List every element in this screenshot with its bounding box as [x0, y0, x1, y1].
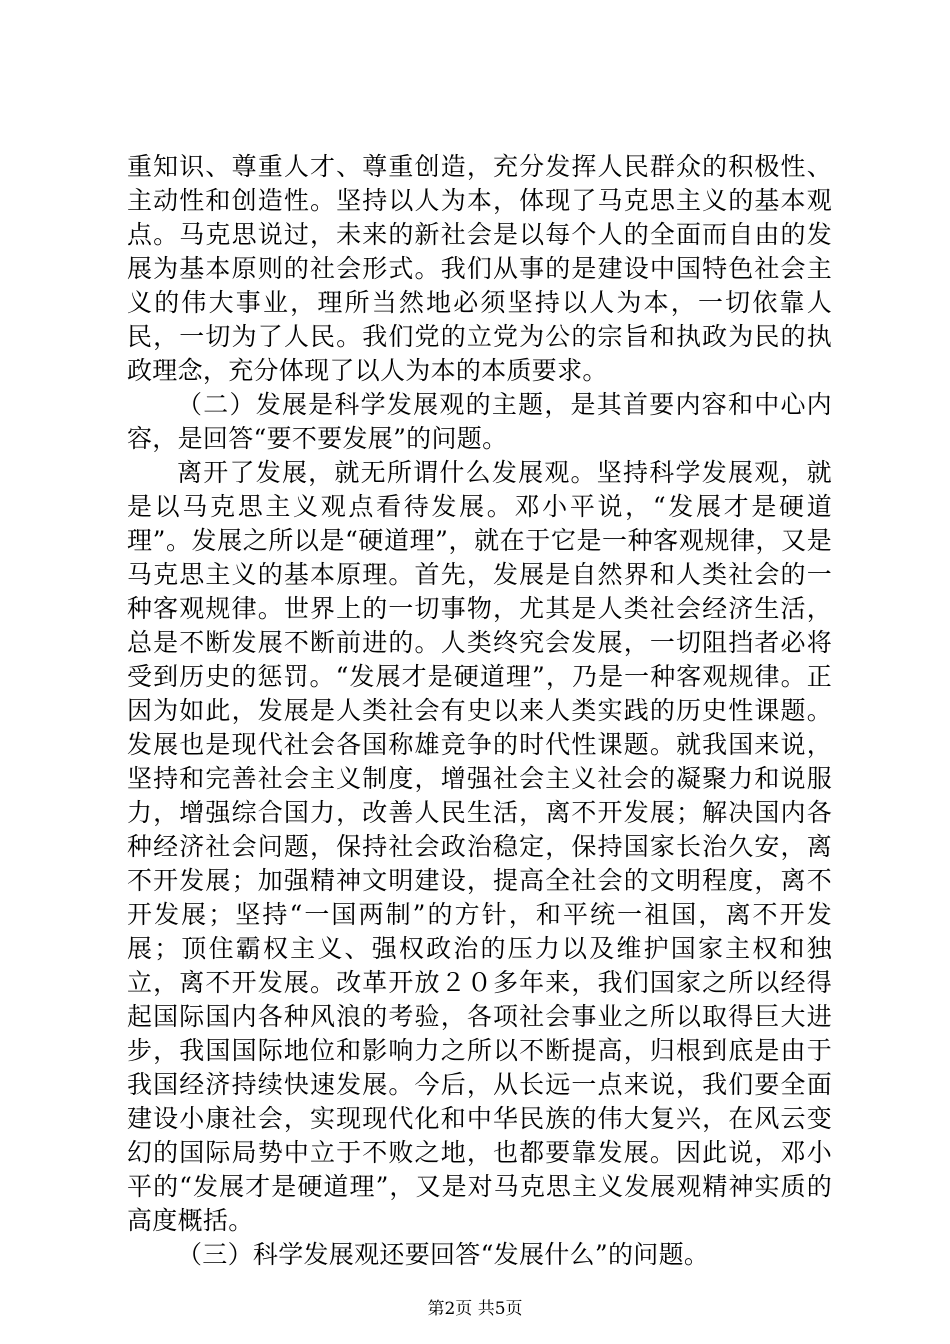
- section-heading-three: （三）科学发展观还要回答“发展什么”的问题。: [177, 1240, 710, 1269]
- section-heading-two: （二）发展是科学发展观的主题，是其首要内容和中心内容，是回答“要不要发展”的问题。: [127, 390, 832, 453]
- paragraph-development: 离开了发展，就无所谓什么发展观。坚持科学发展观，就是以马克思主义观点看待发展。邓小平说，“发展才是硬道理”。发展之所以是“硬道理”，就在于它是一种客观规律，又是马克思主义的基本原理。首先，发展是自然界和人类社会的一种客观规律。世界上的一切事物，尤其是人类社会经济生活，总是不断发展不断前进的。人类终究会发展，一切阻挡者必将受到历史的惩罚。“发展才是硬道理”，乃是一种客观规律。正因为如此，发展是人类社会有史以来人类实践的历史性课题。发展也是现代社会各国称雄竞争的时代性课题。就我国来说，坚持和完善社会主义制度，增强社会主义社会的凝聚力和说服力，增强综合国力，改善人民生活，离不开发展；解决国内各种经济社会问题，保持社会政治稳定，保持国家长治久安，离不开发展；加强精神文明建设，提高全社会的文明程度，离不开发展；坚持“一国两制”的方针，和平统一祖国，离不开发展；顶住霸权主义、强权政治的压力以及维护国家主权和独立，离不开发展。改革开放２０多年来，我们国家之所以经得起国际国内各种风浪的考验，各项社会事业之所以取得巨大进步，我国国际地位和影响力之所以不断提高，归根到底是由于我国经济持续快速发展。今后，从长远一点来说，我们要全面建设小康社会，实现现代化和中华民族的伟大复兴，在风云变幻的国际局势中立于不败之地，也都要靠发展。因此说，邓小平的“发展才是硬道理”，又是对马克思主义发展观精神实质的高度概括。: [127, 458, 832, 1235]
- document-body: [127, 150, 832, 1272]
- paragraph-continuation: 重知识、尊重人才、尊重创造，充分发挥人民群众的积极性、主动性和创造性。坚持以人为本，体现了马克思主义的基本观点。马克思说过，未来的新社会是以每个人的全面而自由的发展为基本原则的社会形式。我们从事的是建设中国特色社会主义的伟大事业，理所当然地必须坚持以人为本，一切依靠人民，一切为了人民。我们党的立党为公的宗旨和执政为民的执政理念，充分体现了以人为本的本质要求。: [127, 152, 832, 385]
- page-number-footer: 第2页 共5页: [427, 1299, 523, 1319]
